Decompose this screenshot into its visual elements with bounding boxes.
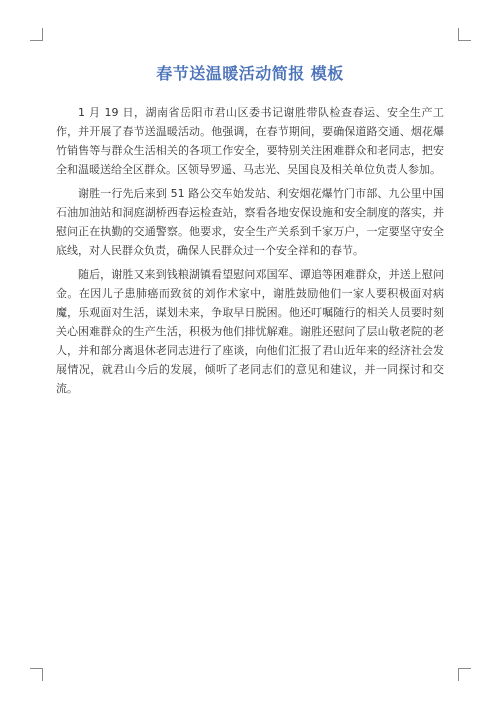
crop-mark-bottom-right [458,668,471,681]
crop-mark-top-right [458,28,471,41]
paragraph-3: 随后，谢胜又来到钱粮湖镇看望慰问邓国军、谭追等困难群众，并送上慰问金。在因儿子患肺癌而致贫的刘作术家中，谢胜鼓励他们一家人要积极面对病魔，乐观面对生活，谋划未来，争取早日脱困。他还叮嘱随行的相关人员要时刻关心困难群众的生产生活，积极为他们排忧解难。谢胜还慰问了层山敬老院的老人，并和部分离退休老同志进行了座谈，向他们汇报了君山近年来的经济社会发展情况，就君山今后的发展，倾听了老同志们的意见和建议，并一同探讨和交流。 [56,268,444,395]
paragraph-2: 谢胜一行先后来到 51 路公交车始发站、利安烟花爆竹门市部、九公里中国石油加油站和洞庭湖桥西春运检查站，察看各地安保设施和安全制度的落实，并慰问正在执勤的交通警察。他要求，安全生产关系到千家万户，一定要坚守安全底线，对人民群众负责，确保人民群众过一个安全祥和的春节。 [56,187,444,257]
document-title: 春节送温暖活动简报 模板 [156,64,344,83]
paragraph-1: 1 月 19 日，湖南省岳阳市君山区委书记谢胜带队检查春运、安全生产工作，并开展了春节送温暖活动。他强调，在春节期间，要确保道路交通、烟花爆竹销售等与群众生活相关的各项工作安全，要特别关注困难群众和老同志，把安全和温暖送给全区群众。区领导罗遥、马志光、吴国良及相关单位负责人参加。 [56,106,444,176]
crop-mark-top-left [30,28,43,41]
crop-mark-bottom-left [30,668,43,681]
document-body [56,103,444,403]
